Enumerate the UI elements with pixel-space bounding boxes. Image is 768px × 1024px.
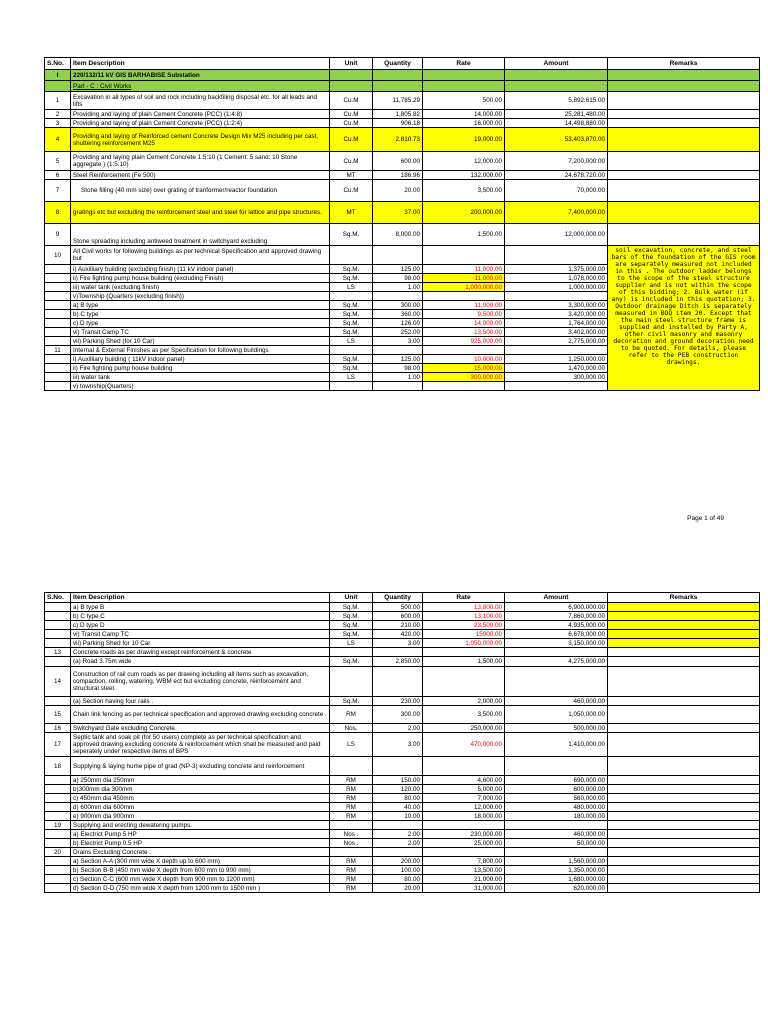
table-row: a) 250mm dia 250mm RM 150.00 4,600.00 690,000.00: [45, 776, 760, 785]
table-row: 19 Supplying and erecting dewatering pumps.: [45, 821, 760, 830]
table-row: 11 Internal & External Finishes as per Specification for following buildings: [45, 346, 760, 355]
table-row: 14 Construction of rail cum roads as per drawing including all items such as excavation, compaction, rolling, watering, WBM ect but excluding concrete, reinforcement and structural steel.: [45, 667, 760, 697]
section-number: I: [45, 70, 71, 81]
header-rate: Rate: [423, 58, 505, 70]
table-row: 9 Stone spreading including antiweed treatment in switchyard excluding Sq.M. 8,000.00 1,500.00 12,000,000.00: [45, 224, 760, 246]
header-unit: Unit: [330, 593, 373, 603]
part-title: Part - C : Civil Works: [71, 81, 330, 92]
table-row: vii) Parking Shed (for 10 Car) LS 3.00 925,000.00 2,775,000.00: [45, 337, 760, 346]
table-row: a) B type Sq.M. 300.00 11,000.00 3,300,000.00: [45, 301, 760, 310]
table-row: a) Section A-A (300 mm wide X depth up to 600 mm) RM 200.00 7,800.00 1,560,000.00: [45, 857, 760, 866]
table-row: c) D type D Sq.M. 210.00 23,500.00 4,935,000.00: [45, 621, 760, 630]
table-row: 5 Providing and laying plain Cement Concrete 1:5:10 (1 Cement: 5 sand: 10 Stone aggregate ) (1:5:10) Cu.M 600.00 12,000.00 7,200,000.00: [45, 152, 760, 171]
header-rate: Rate: [423, 593, 505, 603]
table-row: 17 Septic tank and soak pit (for 50 users) complete as per technical specification and approved drawing excluding concrete & reinforcement which shall be measured and paid seperately under respective items of BPS LS 3.00 470,000.00 1,410,000.00: [45, 733, 760, 757]
table-row: 13 Concrete roads as per drawing except reinforcement & concrete: [45, 648, 760, 657]
header-unit: Unit: [330, 58, 373, 70]
section-row: [45, 70, 760, 81]
section-title: 220/132/11 kV GIS BARHABISE Substation: [71, 70, 330, 81]
table-row: v) township(Quarters): [45, 382, 760, 391]
table-row: v)Township (Quarters (excluding finish)): [45, 292, 760, 301]
table-row: 3 Providing and laying of plain Cement Concrete (PCC) (1:2:4) Cu.M 906.18 16,000.00 14,498,880.00: [45, 119, 760, 128]
table-row: b) Section B-B (450 mm wide X depth from 600 mm to 900 mm) RM 100.00 13,500.00 1,350,000.00: [45, 866, 760, 875]
table-row: 1 Excavation in all types of soil and rock including backfiling disposal etc. for all leads and lifts Cu.M 11,785.29 500.00 5,892,615.00: [45, 92, 760, 110]
table-row: (a) Section having four rails . Sq.M. 230.00 2,000.00 460,000.00: [45, 697, 760, 706]
table-row: 10 All Civil works for following buildings as per technical Specification and approved drawing but soil excavation, concrete, and steel bars of the foundation of the GIS room are separately measured not included in this . The outdoor ladder belongs to the scope of the steel structure supplier and is not within the scope of this bidding; 2. Bulk water (if any) is included in this quotation; 3. Outdoor drainage Ditch is separately measured in BOQ item 20. Except that the main steel structure frame is supplied and installed by Party A, other civil masonry and masonry decoration and ground decoration need to be quoted. For details, please refer to the PEB construction drawings.: [45, 246, 760, 265]
table-row: d) 600mm dia 600mm RM 40.00 12,000.00 480,000.00: [45, 803, 760, 812]
table-row: b) C type Sq.M. 360.00 9,500.00 3,420,000.00: [45, 310, 760, 319]
remarks-note: soil excavation, concrete, and steel bars of the foundation of the GIS room are separately measured not included in this . The outdoor ladder belongs to the scope of the steel structure supplier and is not within the scope of this bidding; 2. Bulk water (if any) is included in this quotation; 3. Outdoor drainage Ditch is separately measured in BOQ item 20. Except that the main steel structure frame is supplied and installed by Party A, other civil masonry and masonry decoration and ground decoration need to be quoted. For details, please refer to the PEB construction drawings.: [608, 246, 760, 391]
table-row: (a) Road 3.75m wide Sq.M. 2,850.00 1,500.00 4,275,000.00: [45, 657, 760, 667]
part-row: [45, 81, 760, 92]
header-quantity: Quantity: [373, 58, 423, 70]
table-row: iii) water tank (excluding finish) LS 1.00 1,000,000.00 1,000,000.00: [45, 283, 760, 292]
table-row: c) 450mm dia 450mm RM 80.00 7,000.00 560,000.00: [45, 794, 760, 803]
table-row: 15 Chain link fencing as per technical specification and approved drawing excluding concrete . RM 300.00 3,500.00 1,050,000.00: [45, 706, 760, 724]
boq-table-page-2: [44, 592, 760, 893]
header-sno: S.No.: [45, 593, 71, 603]
table-row: vii) Parking Shed for 10 Car LS 3.00 1,050,000.00 3,150,000.00: [45, 639, 760, 648]
table-row: a) B type B Sq.M. 500.00 13,800.00 6,900,000.00: [45, 603, 760, 612]
table-row: e) 900mm dia 900mm RM 10.00 18,000.00 180,000.00: [45, 812, 760, 821]
header-item: Item Description: [71, 58, 330, 70]
header-amount: Amount: [505, 58, 608, 70]
table-row: i) Auxilliary building (excluding finish) (11 kV indoor panel) Sq.M. 125.00 11,000.00 1,375,000.00: [45, 265, 760, 274]
table-row: i) Auxilliary building ( 11kV indoor panel) Sq.M. 125.00 10,000.00 1,250,000.00: [45, 355, 760, 364]
table-row: d) Section D-D (750 mm wide X depth from 1200 mm to 1500 mm ) RM 20.00 31,000.00 620,000.00: [45, 884, 760, 893]
header-quantity: Quantity: [373, 593, 423, 603]
table-row: iii) water tank LS 1.00 300,000.00 300,000.00: [45, 373, 760, 382]
header-amount: Amount: [505, 593, 608, 603]
header-remarks: Remarks: [608, 58, 760, 70]
table-row: b) C type C Sq.M. 600.00 13,100.00 7,860,000.00: [45, 612, 760, 621]
table-row: ii) Fire fighting pump house building (excluding Finish) Sq.M. 98.00 11,000.00 1,078,000.00: [45, 274, 760, 283]
table-row: 7 Stone filling (40 mm size) over grating of tranformer/reactor foundation Cu.M 20.00 3,500.00 70,000.00: [45, 180, 760, 202]
table-row: b) Electrict Pump 0.5 HP Nos . 2.00 25,000.00 50,000.00: [45, 839, 760, 848]
table-row: c) Section C-C (600 mm wide X depth from 900 mm to 1200 mm) RM 80.00 21,000.00 1,680,000.00: [45, 875, 760, 884]
table-row: vi) Transit Camp TC Sq.M. 252.00 13,500.00 3,402,000.00: [45, 328, 760, 337]
table-row: vi) Transit Camp TC Sq.M. 420.00 15900.00 6,678,000.00: [45, 630, 760, 639]
table-row: 2 Providing and laying of plain Cement Concrete (PCC) (1:4:8) Cu.M 1,805.82 14,000.00 25,281,480.00: [45, 110, 760, 119]
header-item: Item Description: [71, 593, 330, 603]
table-row: 16 Switchyard Gate excluding Concrete. Nos. 2.00 250,000.00 500,000.00: [45, 724, 760, 733]
header-sno: S.No.: [45, 58, 71, 70]
table-row: 8 gratings etc but excluding the reinforcement steel and steel for lattice and pipe structures. MT 37.00 200,000.00 7,400,000.00: [45, 202, 760, 224]
page-number: Page 1 of 49: [687, 515, 724, 522]
table-row: 18 Supplying & laying hume pipe of grad (NP-3) excluding concrete and reinforcement: [45, 757, 760, 776]
header-remarks: Remarks: [608, 593, 760, 603]
table-row: ii) Fire fighting pump house building Sq.M. 98.00 15,000.00 1,470,000.00: [45, 364, 760, 373]
boq-table-page-1: [44, 57, 760, 391]
table-row: c) D type Sq.M. 126.00 14,000.00 1,764,000.00: [45, 319, 760, 328]
table-row: 4 Providing and laying of Reinforced cement Concrete Design Mix M25 including per cast, shuttering reinforcement M25 Cu.M 2,810.73 19,000.00 53,403,870.00: [45, 128, 760, 152]
table-row: 20 Drains Excluding Concrete .: [45, 848, 760, 857]
table-row: b)300mm dia 300mm RM 120.00 5,000.00 600,000.00: [45, 785, 760, 794]
table-row: a) Electrict Pump 5 HP Nos . 2.00 230,000.00 460,000.00: [45, 830, 760, 839]
table-row: 6 Steel Reinforcement (Fe 500) MT 186.96 132,000.00 24,678,720.00: [45, 171, 760, 180]
